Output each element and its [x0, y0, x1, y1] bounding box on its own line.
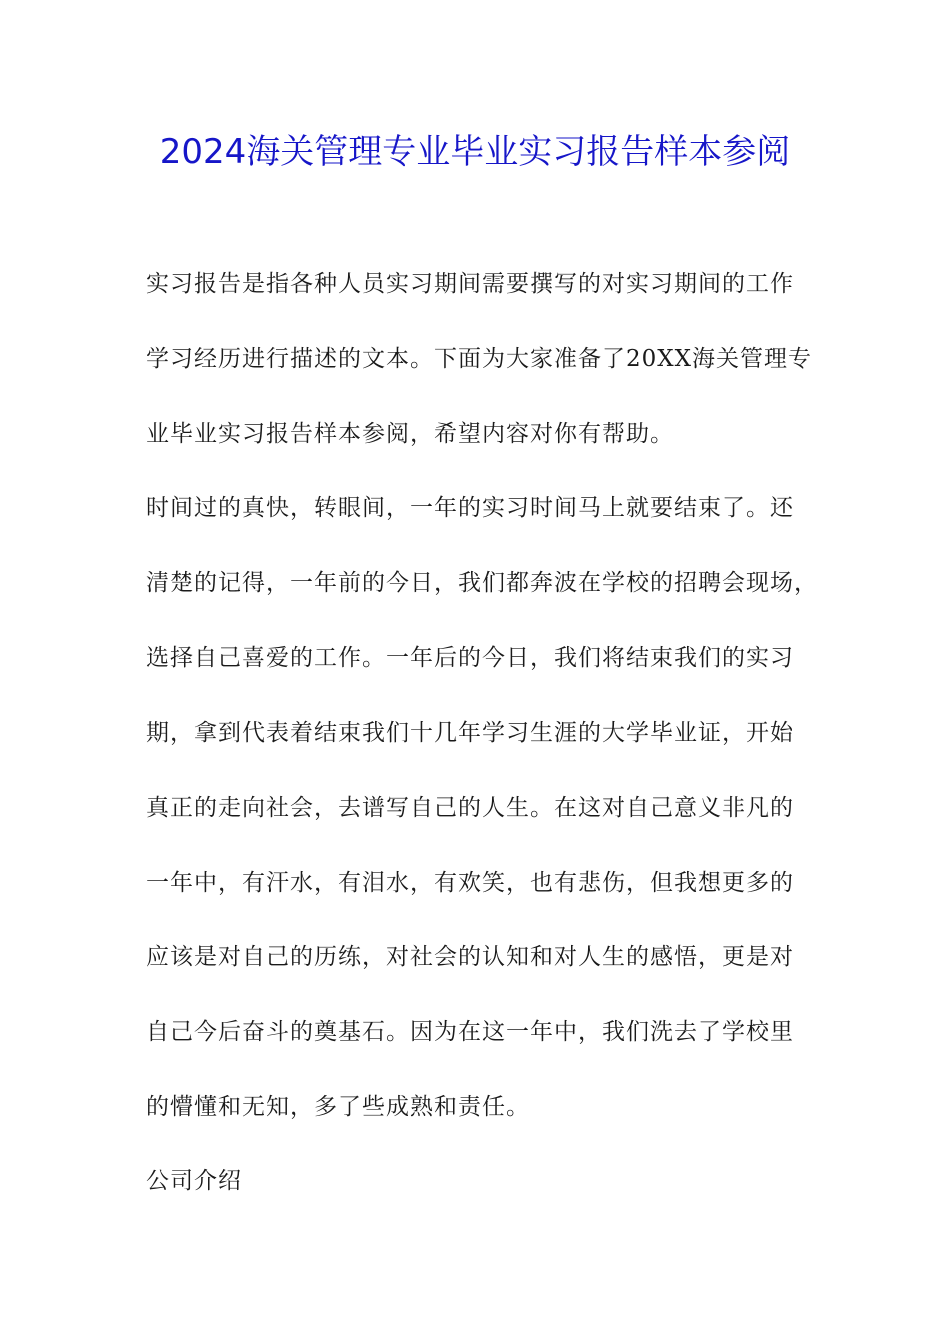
paragraph-2-line-2: 清楚的记得，一年前的今日，我们都奔波在学校的招聘会现场，	[146, 570, 818, 596]
paragraph-1-line-3: 业毕业实习报告样本参阅，希望内容对你有帮助。	[146, 421, 674, 447]
paragraph-2-line-5: 真正的走向社会，去谱写自己的人生。在这对自己意义非凡的	[146, 795, 794, 821]
paragraph-2-line-6: 一年中，有汗水，有泪水，有欢笑，也有悲伤，但我想更多的	[146, 870, 794, 896]
paragraph-2-line-9: 的懵懂和无知，多了些成熟和责任。	[146, 1094, 530, 1120]
paragraph-1-line-1: 实习报告是指各种人员实习期间需要撰写的对实习期间的工作	[146, 271, 794, 297]
paragraph-2-line-4: 期，拿到代表着结束我们十几年学习生涯的大学毕业证，开始	[146, 720, 794, 746]
document-title: 2024海关管理专业毕业实习报告样本参阅	[159, 132, 791, 172]
paragraph-2-line-1: 时间过的真快，转眼间，一年的实习时间马上就要结束了。还	[146, 495, 794, 521]
paragraph-2-line-8: 自己今后奋斗的奠基石。因为在这一年中，我们洗去了学校里	[146, 1019, 794, 1045]
section-heading-company-intro: 公司介绍	[146, 1168, 242, 1194]
paragraph-1-line-2: 学习经历进行描述的文本。下面为大家准备了20XX海关管理专	[146, 346, 813, 372]
paragraph-2-line-3: 选择自己喜爱的工作。一年后的今日，我们将结束我们的实习	[146, 645, 794, 671]
paragraph-2-line-7: 应该是对自己的历练，对社会的认知和对人生的感悟，更是对	[146, 944, 794, 970]
